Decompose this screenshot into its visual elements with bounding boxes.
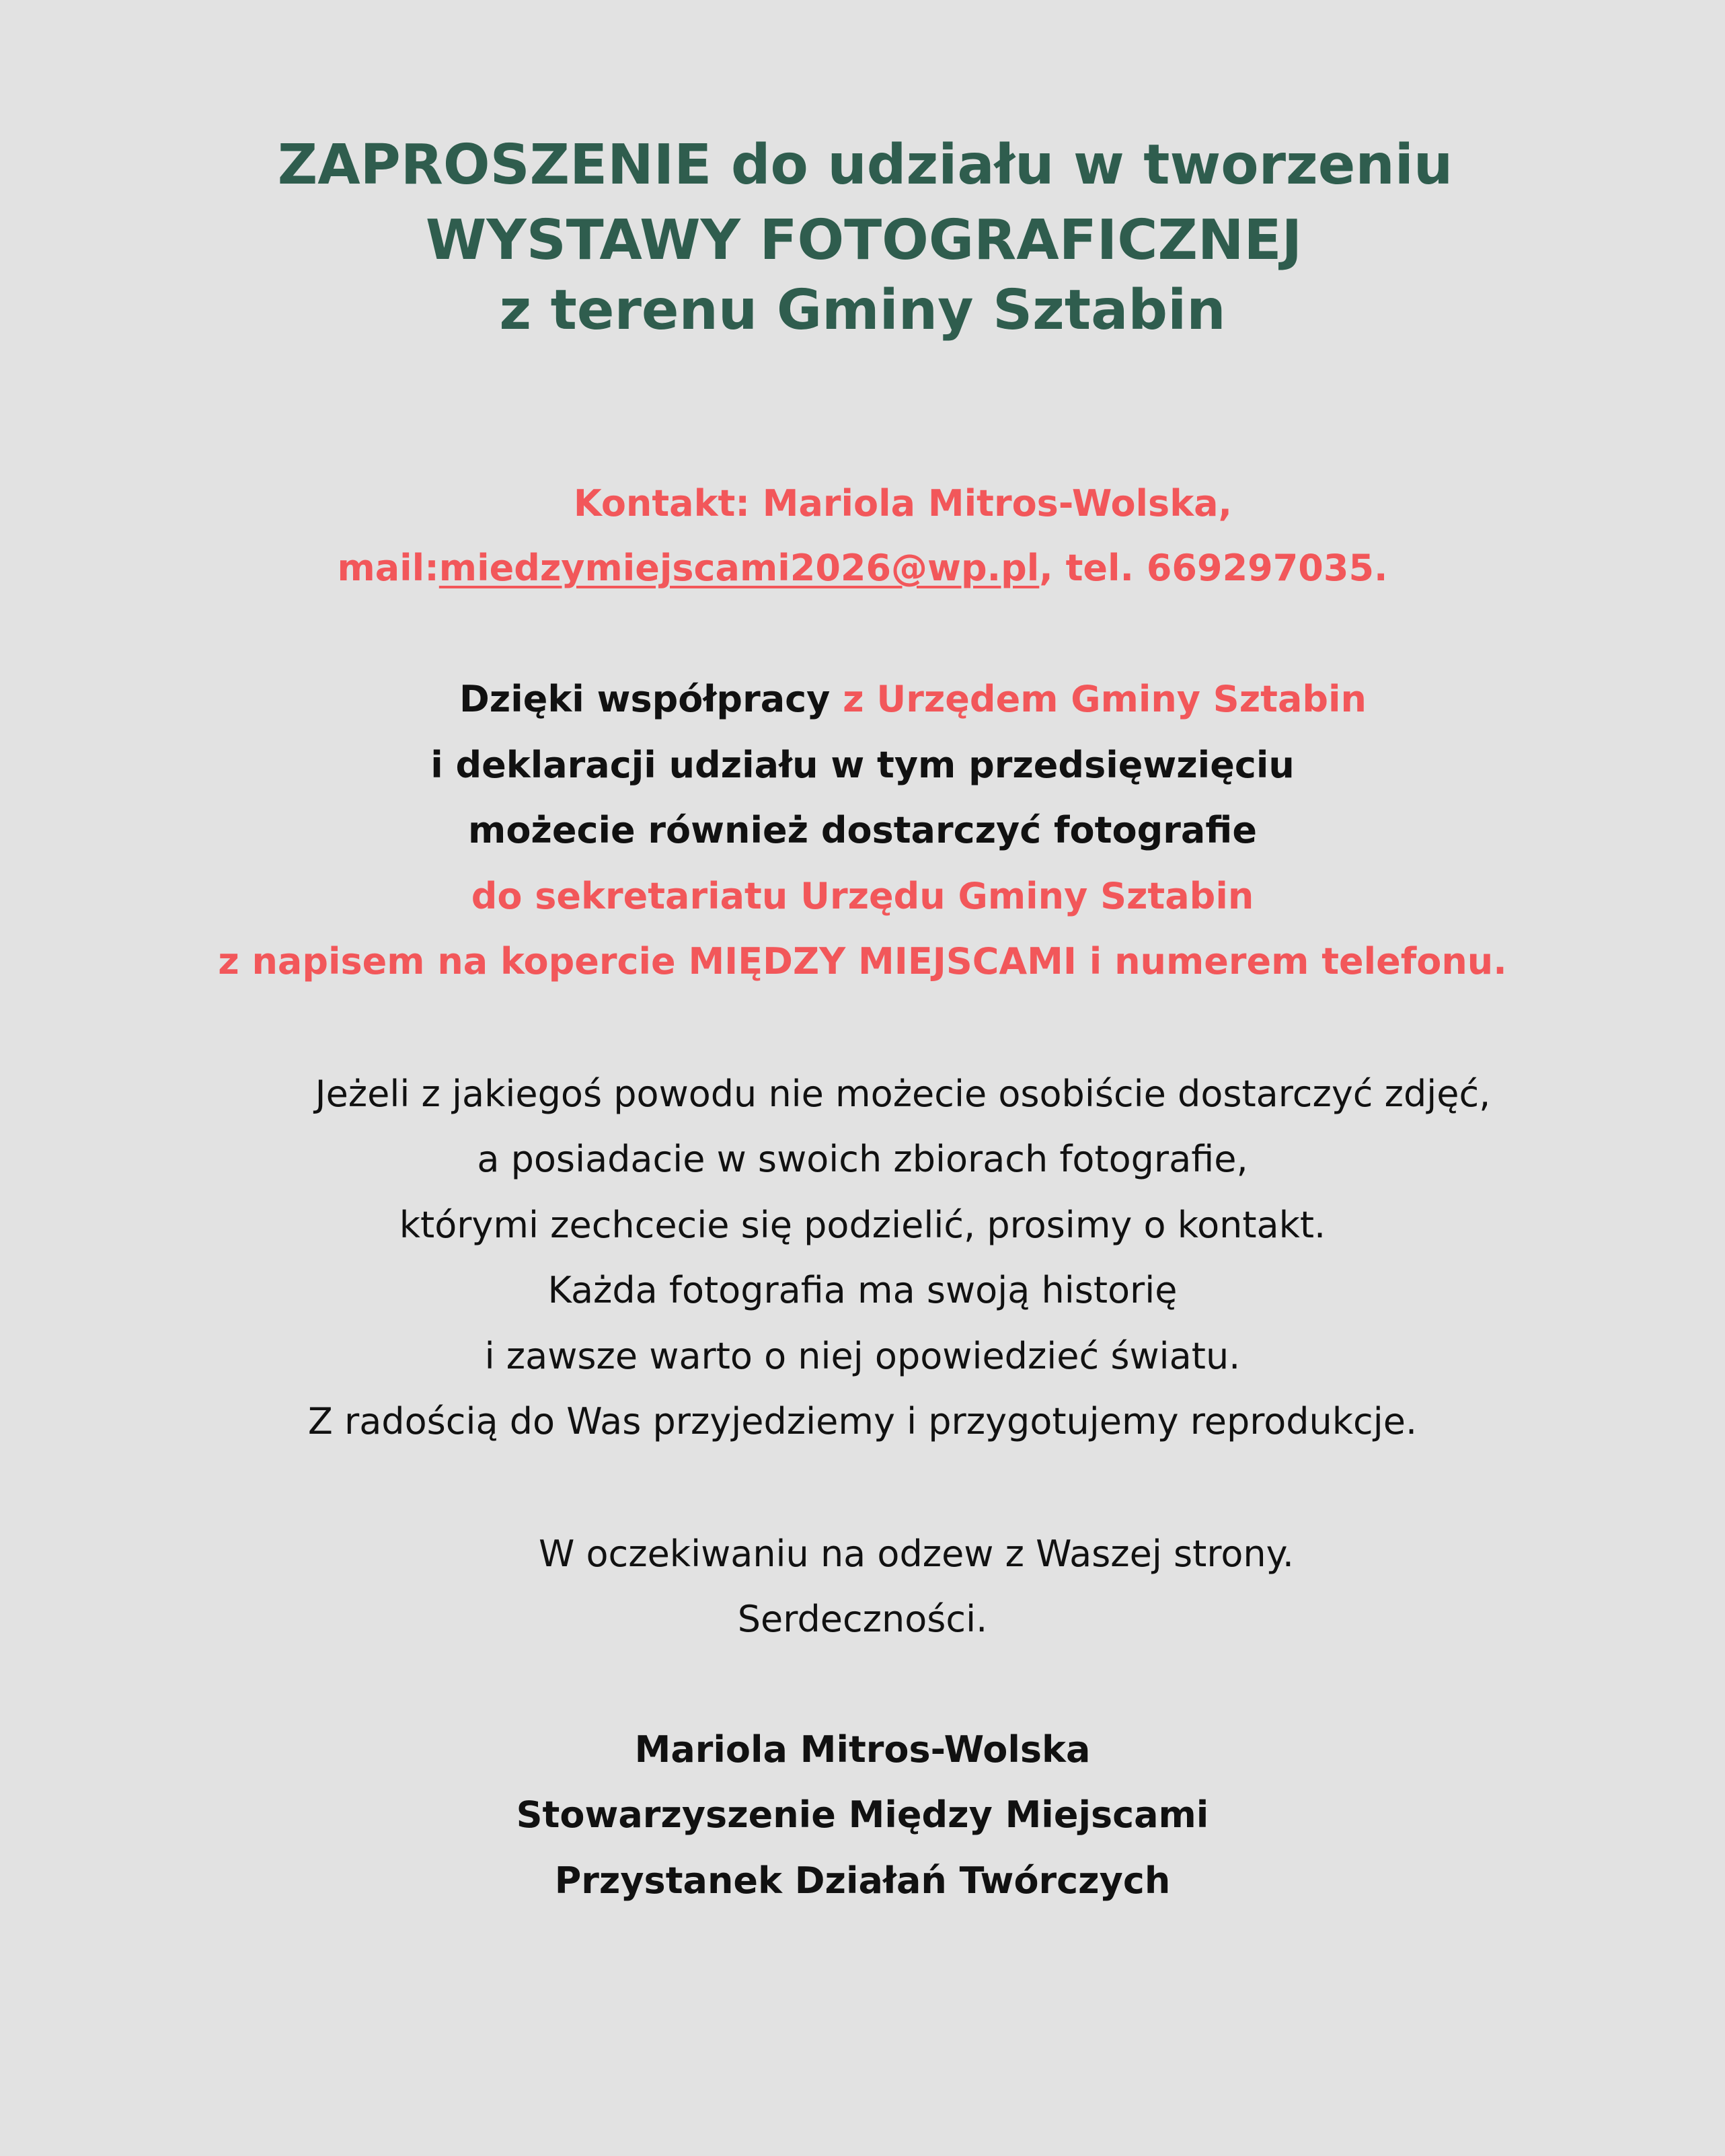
body-line-4: Każda fotografia ma swoją historię xyxy=(547,1269,1178,1311)
body-line-2: a posiadacie w swoich zbiorach fotografie, xyxy=(477,1138,1248,1180)
signature-project: Przystanek Działań Twórczych xyxy=(554,1859,1171,1902)
closing-line-1: W oczekiwaniu na odzew z Waszej strony. xyxy=(538,1533,1295,1575)
title-line-2: WYSTAWY FOTOGRAFICZNEJ xyxy=(425,208,1303,272)
signature-organization: Stowarzyszenie Między Miejscami xyxy=(516,1794,1209,1836)
contact-line: Kontakt: Mariola Mitros-Wolska, xyxy=(573,482,1233,525)
cooperation-line-2: i deklaracji udziału w tym przedsięwzięciu xyxy=(430,744,1295,786)
cooperation-line-1-black: Dzięki współpracy xyxy=(459,678,843,720)
mail-prefix: mail: xyxy=(337,547,439,589)
title-line-3: z terenu Gminy Sztabin xyxy=(499,278,1226,342)
body-line-6: Z radością do Was przyjedziemy i przygotujemy reprodukcje. xyxy=(307,1400,1418,1442)
phone-text: , tel. 669297035. xyxy=(1039,547,1388,589)
body-line-3: którymi zechcecie się podzielić, prosimy o kontakt. xyxy=(399,1204,1326,1246)
title-line-1: ZAPROSZENIE do udziału w tworzeniu xyxy=(277,133,1453,197)
cooperation-line-5: z napisem na kopercie MIĘDZY MIEJSCAMI i numerem telefonu. xyxy=(218,940,1507,983)
signature-name: Mariola Mitros-Wolska xyxy=(634,1728,1091,1771)
cooperation-line-3: możecie również dostarczyć fotografie xyxy=(468,809,1257,851)
cooperation-line-1 xyxy=(0,676,1725,723)
contact-mail-line xyxy=(0,545,1725,592)
closing-line-2: Serdeczności. xyxy=(737,1598,988,1640)
email-link[interactable]: miedzymiejscami2026@wp.pl xyxy=(438,547,1040,589)
cooperation-line-4: do sekretariatu Urzędu Gminy Sztabin xyxy=(471,875,1254,917)
body-line-1: Jeżeli z jakiegoś powodu nie możecie osobiście dostarczyć zdjęć, xyxy=(315,1073,1491,1115)
body-line-5: i zawsze warto o niej opowiedzieć światu. xyxy=(484,1335,1241,1377)
cooperation-line-1-red: z Urzędem Gminy Sztabin xyxy=(843,678,1367,720)
